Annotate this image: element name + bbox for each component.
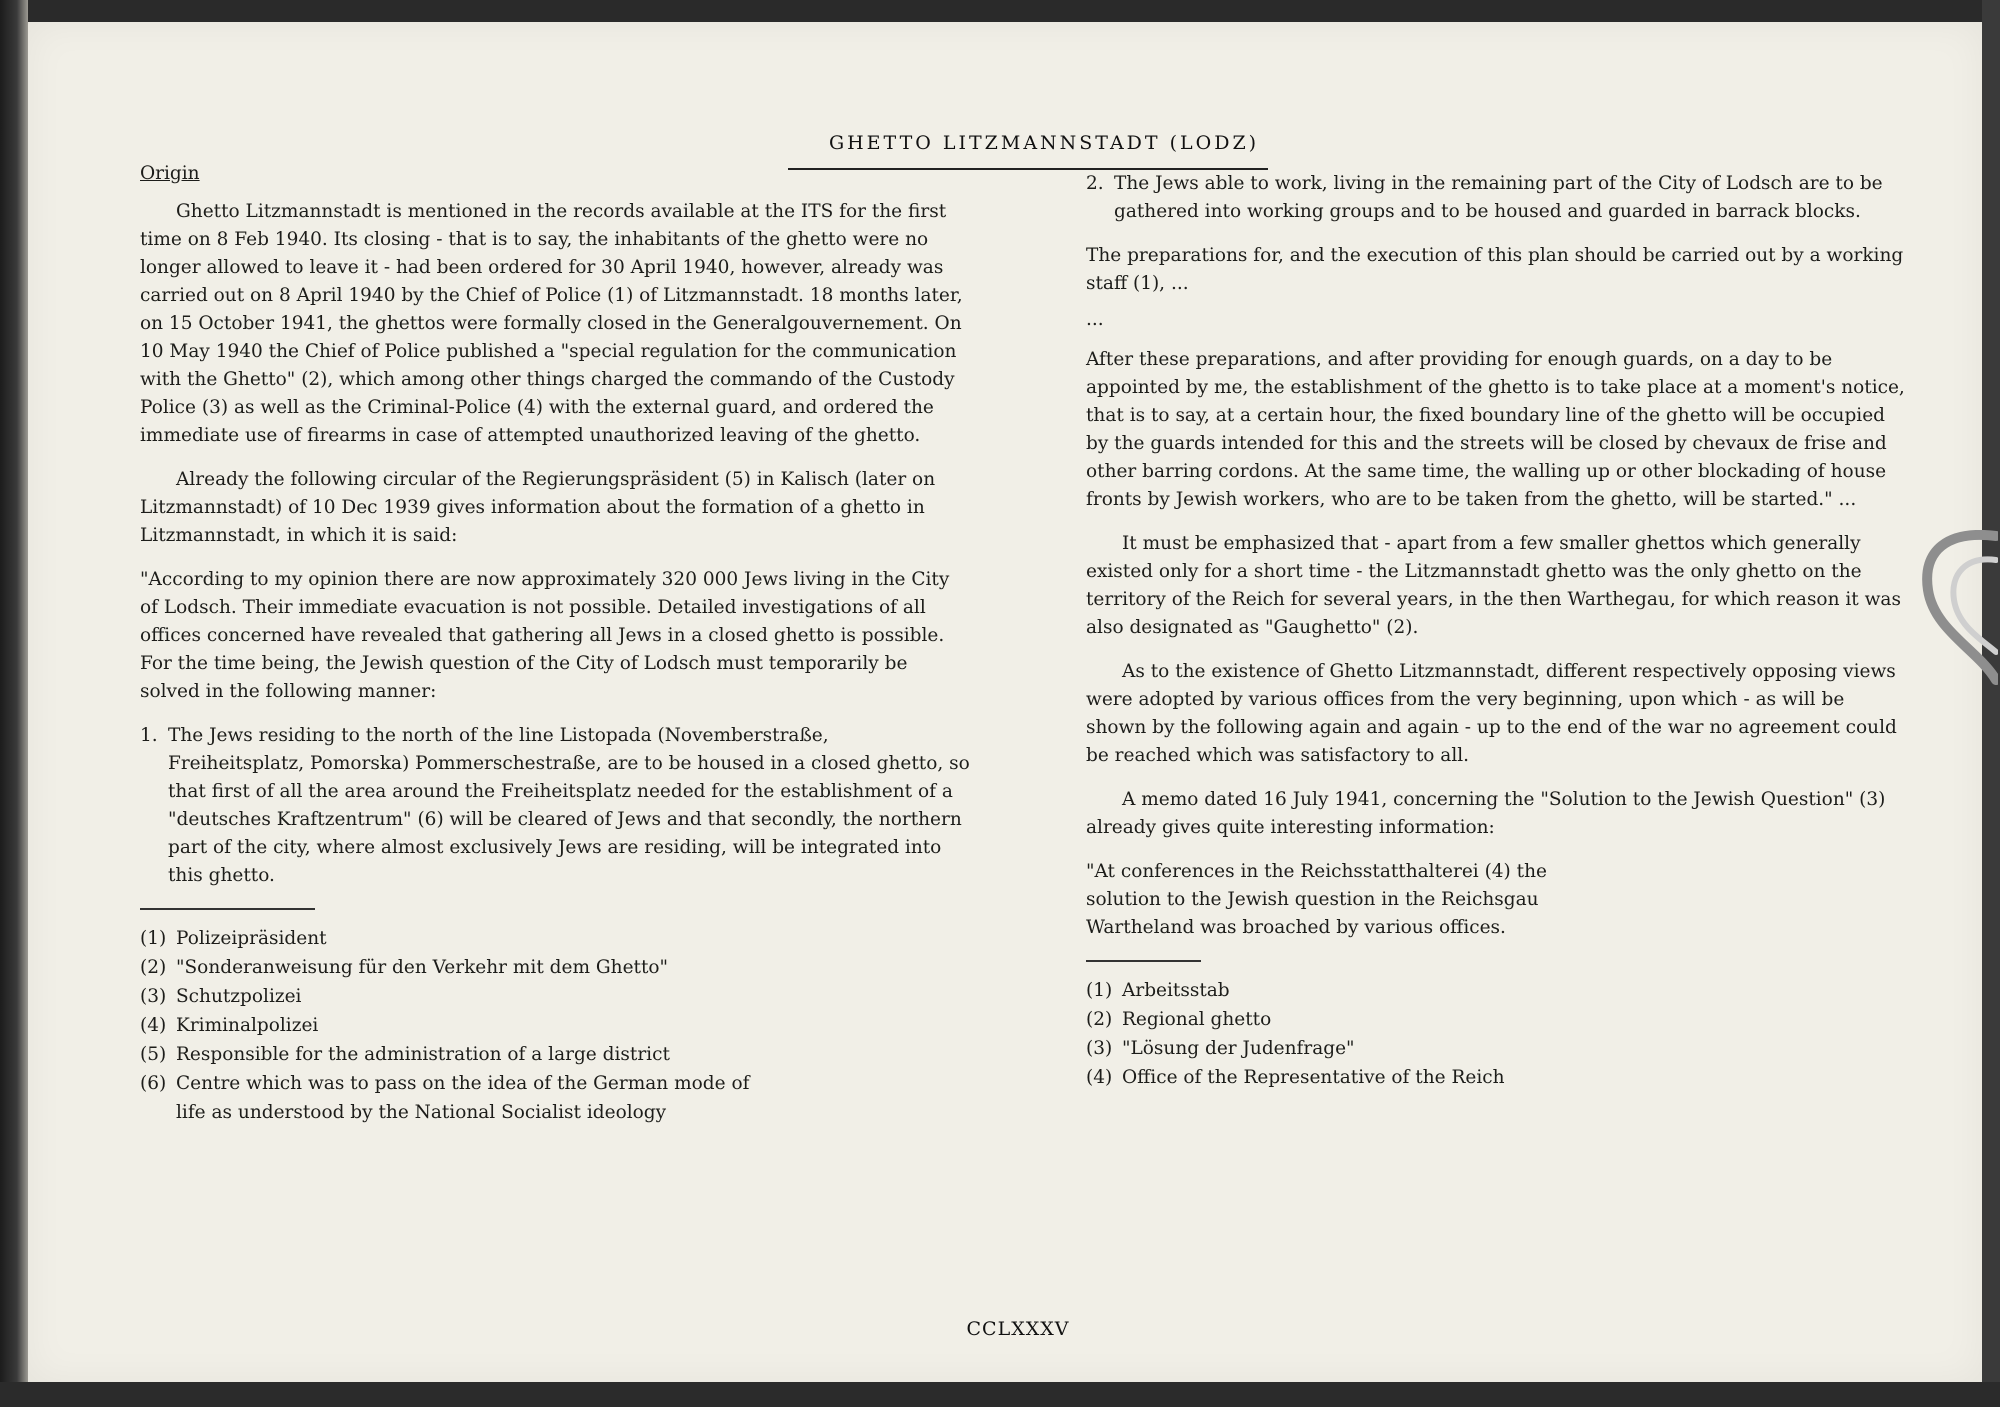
footnote-number: (6)	[140, 1072, 167, 1094]
footnote-number: (3)	[140, 985, 167, 1007]
right-paragraph-2: After these preparations, and after providing for enough guards, on a day to be appointed by me, the establishment of the ghetto is to take place at a moment's notice, that is to say, at a certain hour, the fixed boundary line of the ghetto will be occupied by the guards intended for this and the streets will be closed by chevaux de frise and other barring cordons. At the same time, the walling up or other blockading of house fronts by Jewish workers, who are to be taken from the ghetto, will be started." ...	[1086, 349, 1905, 510]
right-paragraph-1: The preparations for, and the execution of this plan should be carried out by a working staff (1), ...	[1086, 245, 1904, 294]
footnote-number: (4)	[1086, 1066, 1113, 1088]
left-paragraph-3: "According to my opinion there are now approximately 320 000 Jews living in the City of Lodsch. Their immediate evacuation is not possible. Detailed investigations of all offices concerned have revealed that gathering all Jews in a closed ghetto is possible. For the time being, the Jewish question of the City of Lodsch must temporarily be solved in the following manner:	[140, 569, 950, 702]
left-footnotes	[140, 924, 970, 1127]
right-paragraph-3: It must be emphasized that - apart from a few smaller ghettos which generally existed only for a short time - the Litzmannstadt ghetto was the only ghetto on the territory of the Reich for several years, in the then Warthegau, for which reason it was also designated as "Gaughetto" (2).	[1086, 533, 1901, 638]
footnote-text: Polizeipräsident	[176, 927, 327, 949]
right-paragraph-4: As to the existence of Ghetto Litzmannstadt, different respectively opposing views were adopted by various offices from the very beginning, upon which - as will be shown by the following again and again - up to the end of the war no agreement could be reached which was satisfactory to all.	[1086, 661, 1897, 766]
item-text: The Jews residing to the north of the line Listopada (Novemberstraße, Freiheitsplatz, Pomorska) Pommerschestraße, are to be housed in a closed ghetto, so that first of all the area around the Freiheitsplatz needed for the establishment of a "deutsches Kraftzentrum" (6) will be cleared of Jews and that secondly, the northern part of the city, where almost exclusively Jews are residing, will be integrated into this ghetto.	[168, 725, 970, 886]
footnote-number: (2)	[140, 956, 167, 978]
footnote-text: Arbeitsstab	[1122, 979, 1230, 1001]
page-title: GHETTO LITZMANNSTADT (LODZ)	[828, 132, 1260, 154]
right-paragraph-5: A memo dated 16 July 1941, concerning the "Solution to the Jewish Question" (3) already gives quite interesting information:	[1086, 789, 1886, 838]
footnote-number: (1)	[140, 927, 167, 949]
footnote-rule	[140, 908, 315, 910]
footnote-text: "Lösung der Judenfrage"	[1122, 1037, 1355, 1059]
footnote-item	[1086, 976, 1906, 1005]
footnote-number: (1)	[1086, 979, 1113, 1001]
footnote-number: (2)	[1086, 1008, 1113, 1030]
block-quote: "At conferences in the Reichsstatthalterei (4) the solution to the Jewish question in the Reichsgau Wartheland was broached by various offices.	[1086, 861, 1547, 938]
footnote-item	[1086, 1034, 1906, 1063]
footnote-text: Regional ghetto	[1122, 1008, 1272, 1030]
item-number: 1.	[140, 725, 158, 746]
footnote-item	[140, 982, 970, 1011]
numbered-item-2	[1086, 170, 1906, 226]
section-heading-origin: Origin	[140, 163, 200, 184]
footnote-item	[140, 1011, 970, 1040]
right-footnotes	[1086, 976, 1906, 1092]
footnote-number: (5)	[140, 1043, 167, 1065]
footnote-item	[140, 924, 970, 953]
footnote-text: Centre which was to pass on the idea of the German mode of life as understood by the National Socialist ideology	[176, 1072, 750, 1123]
footnote-text: Office of the Representative of the Reich	[1122, 1066, 1505, 1088]
footnote-text: Kriminalpolizei	[176, 1014, 319, 1036]
item-text: The Jews able to work, living in the remaining part of the City of Lodsch are to be gathered into working groups and to be housed and guarded in barrack blocks.	[1114, 173, 1883, 222]
footnote-item	[1086, 1063, 1906, 1092]
page-number: CCLXXXV	[966, 1318, 1070, 1340]
document-page	[28, 22, 1982, 1382]
paperclip-icon	[1908, 530, 1998, 710]
bottom-page-edge	[0, 1382, 2000, 1407]
footnote-rule	[1086, 960, 1201, 962]
left-paragraph-1: Ghetto Litzmannstadt is mentioned in the records available at the ITS for the first time on 8 Feb 1940. Its closing - that is to say, the inhabitants of the ghetto were no longer allowed to leave it - had been ordered for 30 April 1940, however, already was carried out on 8 April 1940 by the Chief of Police (1) of Litzmannstadt. 18 months later, on 15 October 1941, the ghettos were formally closed in the Generalgouvernement. On 10 May 1940 the Chief of Police published a "special regulation for the communication with the Ghetto" (2), which among other things charged the commando of the Custody Police (3) as well as the Criminal-Police (4) with the external guard, and ordered the immediate use of firearms in case of attempted unauthorized leaving of the ghetto.	[140, 201, 963, 446]
footnote-item	[140, 1069, 780, 1127]
footnote-text: Schutzpolizei	[176, 985, 302, 1007]
left-paragraph-2: Already the following circular of the Regierungspräsident (5) in Kalisch (later on Litzmannstadt) of 10 Dec 1939 gives information about the formation of a ghetto in Litzmannstadt, in which it is said:	[140, 469, 936, 546]
footnote-text: "Sonderanweisung für den Verkehr mit dem Ghetto"	[176, 956, 669, 978]
book-binding-edge	[0, 0, 28, 1407]
item-number: 2.	[1086, 173, 1104, 194]
footnote-item	[1086, 1005, 1906, 1034]
right-column	[1086, 170, 1906, 1092]
footnote-number: (3)	[1086, 1037, 1113, 1059]
footnote-number: (4)	[140, 1014, 167, 1036]
ellipsis: ...	[1086, 309, 1104, 330]
left-column	[140, 160, 970, 1127]
footnote-item	[140, 1040, 970, 1069]
footnote-text: Responsible for the administration of a large district	[176, 1043, 670, 1065]
numbered-item-1	[140, 722, 970, 890]
footnote-item	[140, 953, 970, 982]
